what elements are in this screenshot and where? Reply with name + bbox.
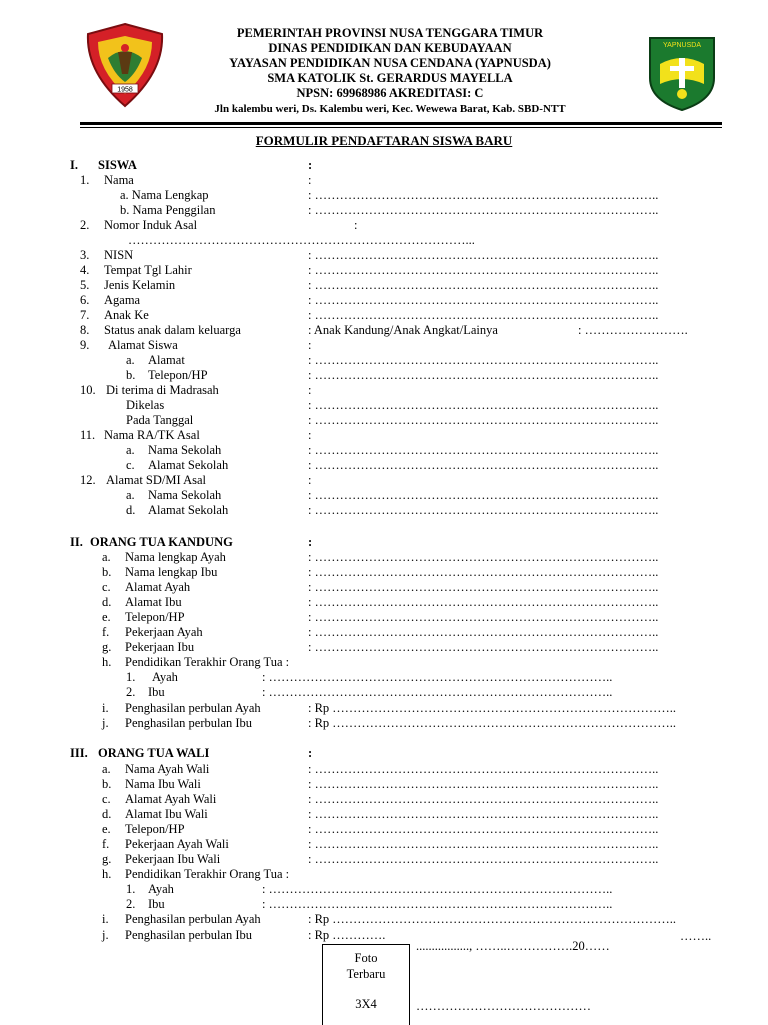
- field-label: Penghasilan perbulan Ayah: [125, 912, 261, 926]
- field-letter: c.: [102, 580, 111, 594]
- emblem-label-text: YAPNUSDA: [663, 42, 701, 49]
- field-label: Nomor Induk Asal: [104, 218, 198, 232]
- field-blank: : ………………………………………………………………………..: [308, 248, 659, 262]
- field-number: 6.: [80, 293, 90, 307]
- field-label: Penghasilan perbulan Ibu: [125, 928, 253, 942]
- field-label: Pendidikan Terakhir Orang Tua :: [125, 867, 290, 881]
- field-blank: : ………………………………………………………………………..: [308, 353, 659, 367]
- field-letter: j.: [102, 716, 109, 730]
- field-label: Alamat Sekolah: [148, 458, 229, 472]
- provincial-shield-emblem-icon: [84, 22, 166, 108]
- field-letter: g.: [102, 852, 112, 866]
- field-letter: b.: [102, 777, 112, 791]
- field-letter: j.: [102, 928, 109, 942]
- field-colon: :: [308, 746, 313, 760]
- field-label: Nama Sekolah: [148, 488, 222, 502]
- header-rule-thin: [80, 127, 722, 128]
- field-letter: d.: [126, 503, 136, 517]
- field-colon: :: [308, 173, 312, 187]
- field-number: 2.: [80, 218, 90, 232]
- field-letter: b.: [126, 368, 136, 382]
- field-number: 11.: [80, 428, 96, 442]
- field-colon: :: [354, 218, 358, 232]
- header-rule-thick: [80, 122, 722, 125]
- field-letter: c.: [126, 458, 135, 472]
- field-letter: b.: [102, 565, 112, 579]
- field-blank: : ………………………………………………………………………..: [308, 762, 659, 776]
- letterhead-line-4: SMA KATOLIK St. GERARDUS MAYELLA: [267, 71, 513, 85]
- field-blank: : ………………………………………………………………………..: [308, 777, 659, 791]
- field-letter: h.: [102, 655, 112, 669]
- field-label: Pekerjaan Ayah: [125, 625, 203, 639]
- field-blank: : ………………………………………………………………………..: [308, 443, 659, 457]
- field-label: Alamat Ayah: [125, 580, 191, 594]
- field-label: Ayah: [148, 882, 174, 896]
- field-blank: : ………………………………………………………………………..: [262, 670, 613, 684]
- photo-sublabel: Terbaru: [346, 967, 386, 981]
- field-blank: : ………………………………………………………………………..: [308, 458, 659, 472]
- field-blank: : ………………………………………………………………………..: [308, 413, 659, 427]
- field-label: Dikelas: [126, 398, 165, 412]
- section-title: ORANG TUA WALI: [98, 746, 210, 760]
- field-blank: : ………………………………………………………………………..: [308, 640, 659, 654]
- letterhead-line-3: YAYASAN PENDIDIKAN NUSA CENDANA (YAPNUSDA): [229, 56, 551, 70]
- field-label: Pekerjaan Ibu: [125, 640, 195, 654]
- section-title: SISWA: [98, 158, 137, 172]
- field-label: Alamat Sekolah: [148, 503, 229, 517]
- field-label: Penghasilan perbulan Ibu: [125, 716, 253, 730]
- field-blank: : Rp ………………………………………………………………………..: [308, 716, 677, 730]
- field-number: 2.: [126, 897, 136, 911]
- field-number: 8.: [80, 323, 90, 337]
- field-letter: e.: [102, 822, 111, 836]
- field-blank: : ………………………………………………………………………..: [308, 837, 659, 851]
- field-number: 10.: [80, 383, 96, 397]
- letterhead: [0, 0, 768, 140]
- field-label: Telepon/HP: [125, 610, 185, 624]
- photo-size: 3X4: [355, 997, 377, 1011]
- field-label: Alamat Ibu: [125, 595, 182, 609]
- field-blank: : ………………………………………………………………………..: [262, 685, 613, 699]
- field-blank: : Rp ………………………………………………………………………..: [308, 701, 677, 715]
- field-blank: : ………………………………………………………………………..: [308, 792, 659, 806]
- field-label: Alamat: [148, 353, 185, 367]
- field-label: Nama lengkap Ibu: [125, 565, 218, 579]
- field-label: Nama RA/TK Asal: [104, 428, 200, 442]
- section-number: II.: [70, 535, 83, 549]
- letterhead-address: Jln kalembu weri, Ds. Kalembu weri, Kec. Wewewa Barat, Kab. SBD-NTT: [214, 103, 566, 115]
- letterhead-text: [160, 26, 620, 117]
- field-label: Ibu: [148, 897, 165, 911]
- field-number: 2.: [126, 685, 136, 699]
- field-blank: : ………………………………………………………………………..: [308, 398, 659, 412]
- field-letter: a.: [126, 353, 135, 367]
- field-colon: :: [308, 535, 313, 549]
- field-label: b. Nama Penggilan: [120, 203, 216, 217]
- field-label: Pada Tanggal: [126, 413, 194, 427]
- field-letter: d.: [102, 807, 112, 821]
- field-colon: :: [308, 428, 312, 442]
- field-number: 3.: [80, 248, 90, 262]
- field-letter: f.: [102, 625, 110, 639]
- field-label: Status anak dalam keluarga: [104, 323, 241, 337]
- field-letter: a.: [126, 443, 135, 457]
- field-blank: : ………………………………………………………………………..: [308, 822, 659, 836]
- field-label: NISN: [104, 248, 134, 262]
- field-options: : Anak Kandung/Anak Angkat/Lainya: [308, 323, 498, 337]
- field-label: Alamat Siswa: [108, 338, 178, 352]
- field-letter: a.: [102, 762, 111, 776]
- field-label: Di terima di Madrasah: [106, 383, 219, 397]
- place-date-line: ................., ……..…………….20……: [416, 939, 610, 953]
- field-blank: : ………………………………………………………………………..: [308, 565, 659, 579]
- letterhead-line-2: DINAS PENDIDIKAN DAN KEBUDAYAAN: [268, 41, 512, 55]
- field-blank: : ………………………………………………………………………..: [308, 595, 659, 609]
- photo-label: Foto: [354, 951, 378, 965]
- field-label: Ayah: [152, 670, 178, 684]
- section-number: I.: [70, 158, 78, 172]
- field-colon: :: [308, 473, 312, 487]
- field-blank: : ………………………………………………………………………..: [308, 188, 659, 202]
- photo-box: [322, 944, 410, 1025]
- field-letter: i.: [102, 701, 109, 715]
- field-label: Nama Ayah Wali: [125, 762, 210, 776]
- field-blank: : ………………………………………………………………………..: [308, 488, 659, 502]
- field-colon: :: [308, 383, 312, 397]
- field-letter: a.: [126, 488, 135, 502]
- field-blank: ………………………………………………………………………...: [128, 233, 475, 247]
- field-blank: : Rp ………….: [308, 928, 386, 942]
- field-label: Ibu: [148, 685, 165, 699]
- field-label: Penghasilan perbulan Ayah: [125, 701, 261, 715]
- letterhead-line-1: PEMERINTAH PROVINSI NUSA TENGGARA TIMUR: [236, 26, 544, 40]
- field-label: Pendidikan Terakhir Orang Tua :: [125, 655, 290, 669]
- signature-trailing-dots: ……..: [680, 929, 712, 943]
- field-colon: :: [308, 338, 312, 352]
- field-label: Pekerjaan Ibu Wali: [125, 852, 221, 866]
- field-blank: : ………………………………………………………………………..: [308, 503, 659, 517]
- field-label: Alamat Ayah Wali: [125, 792, 217, 806]
- field-blank: : ………………………………………………………………………..: [262, 897, 613, 911]
- field-letter: d.: [102, 595, 112, 609]
- field-label: Tempat Tgl Lahir: [104, 263, 192, 277]
- field-label: Alamat SD/MI Asal: [106, 473, 206, 487]
- letterhead-line-5: NPSN: 69968986 AKREDITASI: C: [296, 86, 484, 100]
- field-letter: a.: [102, 550, 111, 564]
- field-label: Nama: [104, 173, 134, 187]
- field-number: 4.: [80, 263, 90, 277]
- section-number: III.: [70, 746, 88, 760]
- field-number: 1.: [126, 670, 136, 684]
- field-blank: : ………………………………………………………………………..: [308, 263, 659, 277]
- field-blank: : ………………………………………………………………………..: [308, 203, 659, 217]
- field-label: Telepon/HP: [148, 368, 208, 382]
- field-blank: : ………………………………………………………………………..: [308, 278, 659, 292]
- field-label: Agama: [104, 293, 141, 307]
- field-label: Jenis Kelamin: [104, 278, 176, 292]
- field-letter: h.: [102, 867, 112, 881]
- field-label: Nama lengkap Ayah: [125, 550, 226, 564]
- field-blank: : ………………………………………………………………………..: [308, 807, 659, 821]
- field-blank: : ………………………………………………………………………..: [308, 852, 659, 866]
- field-number: 1.: [126, 882, 136, 896]
- field-letter: e.: [102, 610, 111, 624]
- field-number: 9.: [80, 338, 90, 352]
- field-blank: : ………………………………………………………………………..: [308, 625, 659, 639]
- field-label: Telepon/HP: [125, 822, 185, 836]
- field-label: Nama Sekolah: [148, 443, 222, 457]
- field-letter: i.: [102, 912, 109, 926]
- field-letter: f.: [102, 837, 110, 851]
- field-label: Alamat Ibu Wali: [125, 807, 208, 821]
- field-blank: : ………………………………………………………………………..: [308, 368, 659, 382]
- field-blank: : Rp ………………………………………………………………………..: [308, 912, 677, 926]
- emblem-year-text: 1958: [117, 86, 133, 94]
- field-label: Nama Ibu Wali: [125, 777, 201, 791]
- field-number: 12.: [80, 473, 96, 487]
- field-blank: : ………………………………………………………………………..: [262, 882, 613, 896]
- form-title: FORMULIR PENDAFTARAN SISWA BARU: [255, 133, 513, 148]
- field-number: 7.: [80, 308, 90, 322]
- field-letter: g.: [102, 640, 112, 654]
- field-blank: : ………………………………………………………………………..: [308, 550, 659, 564]
- field-blank: : ………………………………………………………………………..: [308, 293, 659, 307]
- yapnusda-emblem-icon: [646, 34, 718, 112]
- field-label: Anak Ke: [104, 308, 149, 322]
- field-blank: : ………………………………………………………………………..: [308, 308, 659, 322]
- field-label: Pekerjaan Ayah Wali: [125, 837, 229, 851]
- field-blank: : ………………………………………………………………………..: [308, 610, 659, 624]
- field-blank: : ………………………………………………………………………..: [308, 580, 659, 594]
- field-number: 1.: [80, 173, 90, 187]
- field-blank: : …………………….: [578, 323, 688, 337]
- field-letter: c.: [102, 792, 111, 806]
- field-label: a. Nama Lengkap: [120, 188, 209, 202]
- field-number: 5.: [80, 278, 90, 292]
- signature-name-line: ……………………………………: [416, 999, 591, 1013]
- section-title: ORANG TUA KANDUNG: [90, 535, 233, 549]
- field-colon: :: [308, 158, 313, 172]
